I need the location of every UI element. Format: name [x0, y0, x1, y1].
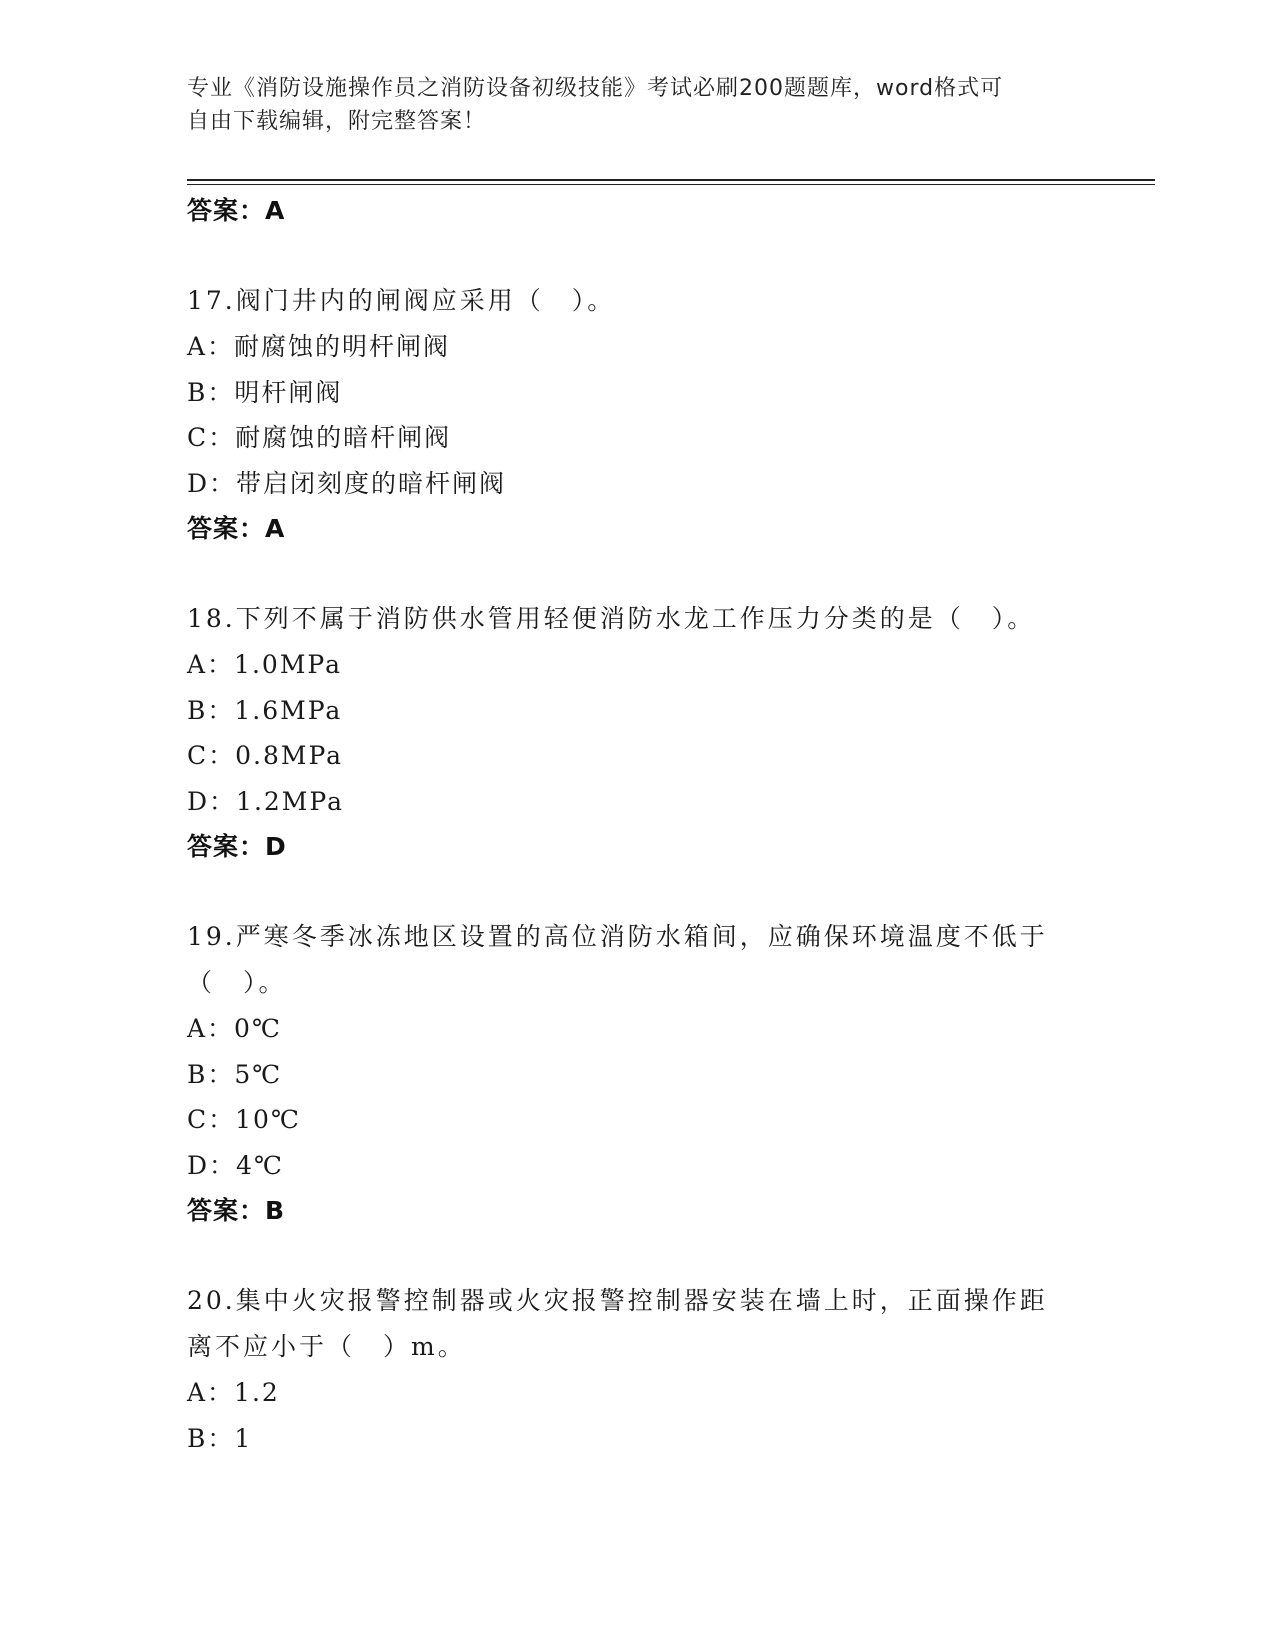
option-a: A：1.0MPa	[187, 650, 343, 679]
question-text-line-2: （ ）。	[187, 968, 287, 997]
spacer	[187, 234, 1087, 278]
answer-q18: 答案：D	[187, 832, 287, 861]
question-text-line-1: 19.严寒冬季冰冻地区设置的高位消防水箱间，应确保环境温度不低于	[187, 922, 1048, 951]
answer-q19: 答案：B	[187, 1196, 286, 1225]
header-line-1: 专业《消防设施操作员之消防设备初级技能》考试必刷200题题库，word格式可	[187, 76, 1004, 101]
question-text: 17.阀门井内的闸阀应采用（ ）。	[187, 286, 616, 315]
option-b: B：1.6MPa	[187, 695, 343, 725]
option-b: B：明杆闸阀	[187, 377, 343, 407]
answer-q17: 答案：A	[187, 514, 286, 543]
header-divider-thin	[187, 184, 1155, 185]
answer-q16: 答案：A	[187, 196, 286, 225]
option-b: B：5℃	[187, 1059, 283, 1089]
page-header	[187, 72, 1067, 138]
spacer	[187, 1234, 1087, 1278]
header-line-2: 自由下载编辑，附完整答案！	[187, 109, 487, 134]
spacer	[187, 552, 1087, 596]
option-a: A：耐腐蚀的明杆闸阀	[187, 332, 451, 361]
header-divider-thick	[187, 179, 1155, 181]
question-text: 18.下列不属于消防供水管用轻便消防水龙工作压力分类的是（ ）。	[187, 604, 1036, 633]
option-c: C：耐腐蚀的暗杆闸阀	[187, 423, 452, 452]
option-c: C：10℃	[187, 1105, 301, 1134]
spacer	[187, 870, 1087, 914]
option-d: D：1.2MPa	[187, 786, 345, 816]
option-c: C：0.8MPa	[187, 741, 344, 770]
question-text-line-2: 离不应小于（ ）m。	[187, 1332, 466, 1361]
question-list	[187, 188, 1087, 1461]
question-text-line-1: 20.集中火灾报警控制器或火灾报警控制器安装在墙上时，正面操作距	[187, 1286, 1048, 1315]
option-d: D：带启闭刻度的暗杆闸阀	[187, 468, 507, 498]
option-a: A：1.2	[187, 1378, 280, 1407]
option-a: A：0℃	[187, 1014, 282, 1043]
option-b: B：1	[187, 1423, 253, 1453]
question-17	[187, 278, 1087, 324]
question-18	[187, 596, 1087, 642]
option-d: D：4℃	[187, 1150, 284, 1180]
question-20	[187, 1278, 1087, 1370]
question-19	[187, 914, 1087, 1006]
